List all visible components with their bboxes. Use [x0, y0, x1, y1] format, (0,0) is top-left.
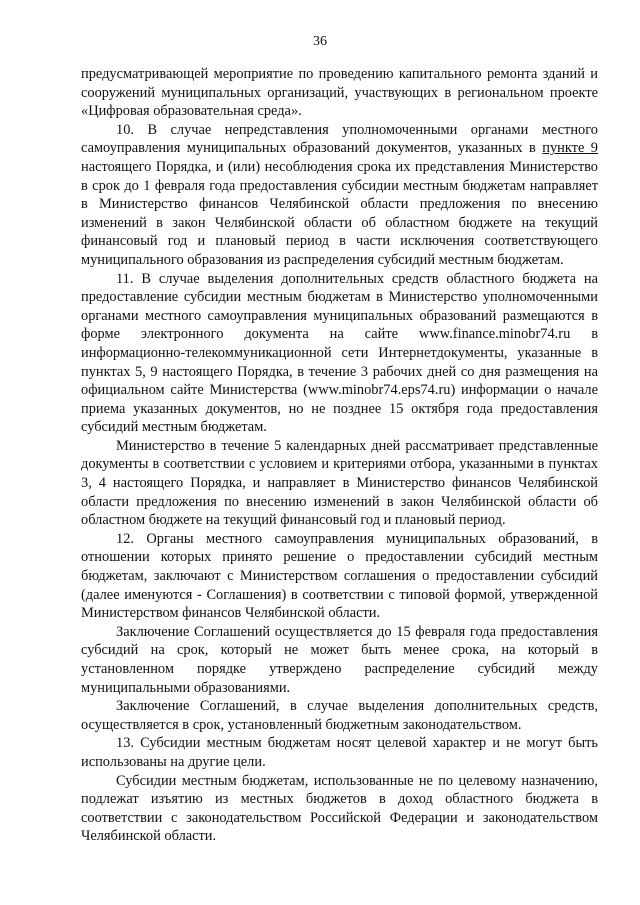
paragraph-item-10 — [81, 121, 598, 270]
paragraph-agreements-additional: Заключение Соглашений, в случае выделения дополнительных средств, осуществляется в срок, установленный бюджетным законодательством. — [81, 698, 598, 733]
paragraph-item-11: 11. В случае выделения дополнительных средств областного бюджета на предоставление субсидии местным бюджетам в Министерство уполномоченными органами местного самоуправления муниципальных образований размещаются в форме электронного документа на сайте www.finance.minobr74.ru в информационно-телекоммуникационной сети Интернетдокументы, указанные в пунктах 5, 9 настоящего Порядка, в течение 3 рабочих дней со дня размещения на официальном сайте Министерства (www.minobr74.eps74.ru) информации о начале приема указанных документов, но не позднее 15 октября года предоставления субсидий местным бюджетам. — [81, 270, 598, 436]
clause-reference-link[interactable]: пункте 9 — [542, 140, 598, 157]
paragraph-ministry-review: Министерство в течение 5 календарных дней рассматривает представленные документы в соответствии с условием и критериями отбора, указанными в пунктах 3, 4 настоящего Порядка, и направляет в Министерство финансов Челябинской области предложения по внесению изменений в закон Челябинской области об областном бюджете на текущий финансовый год и плановый период. — [81, 437, 598, 529]
paragraph-agreements-deadline: Заключение Соглашений осуществляется до 15 февраля года предоставления субсидий на срок, который не может быть менее срока, на который в установленном порядке утверждено распределение субсидий между муниципальными образованиями. — [81, 623, 598, 696]
page-number: 36 — [313, 34, 327, 49]
paragraph-continuation: предусматривающей мероприятие по проведению капитального ремонта зданий и сооружений муниципальных организаций, участвующих в региональном проекте «Цифровая образовательная среда». — [81, 66, 598, 120]
document-body — [81, 65, 598, 846]
paragraph-misuse: Субсидии местным бюджетам, использованные не по целевому назначению, подлежат изъятию из местных бюджетов в доход областного бюджета в соответствии с законодательством Российской Федерации и законодательством Челябинской области. — [81, 772, 598, 845]
paragraph-item-12: 12. Органы местного самоуправления муниципальных образований, в отношении которых принято решение о предоставлении субсидий местным бюджетам, заключают с Министерством соглашения о предоставлении субсидий (далее именуются - Соглашения) в соответствии с типовой формой, утвержденной Министерством финансов Челябинской области. — [81, 530, 598, 622]
paragraph-item-10-text-end: настоящего Порядка, и (или) несоблюдения срока их представления Министерство в срок до 1 февраля года предоставления субсидии местным бюджетам направляет в Министерство финансов Челябинской области предложения по внесению изменений в закон Челябинской области об областном бюджете на текущий финансовый год и плановый период в части исключения соответствующего муниципального образования из распределения субсидий местным бюджетам. — [81, 158, 598, 268]
paragraph-item-10-text-start: 10. В случае непредставления уполномоченными органами местного самоуправления муниципальных образований документов, указанных в — [81, 121, 598, 157]
paragraph-item-13: 13. Субсидии местным бюджетам носят целевой характер и не могут быть использованы на другие цели. — [81, 735, 598, 770]
